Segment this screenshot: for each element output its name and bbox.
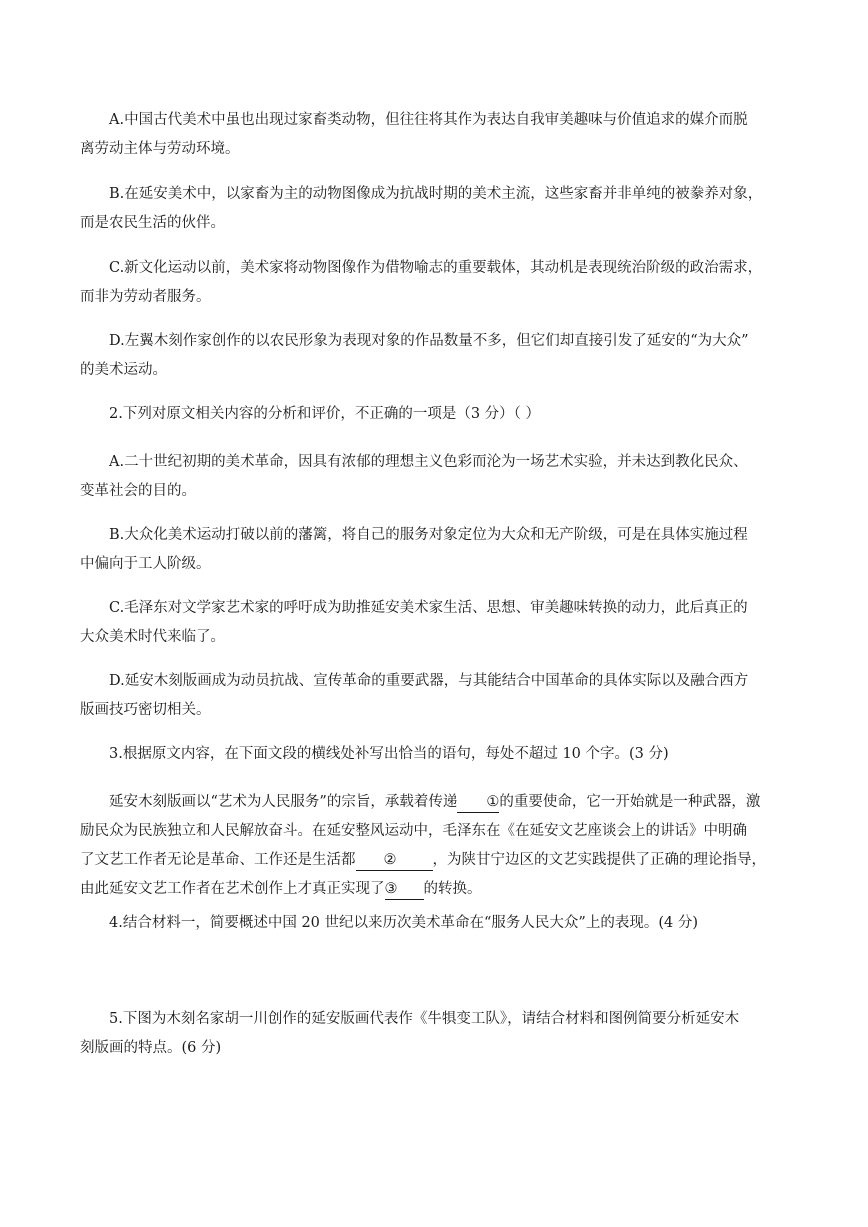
question-3-stem bbox=[80, 740, 798, 769]
passage-text: 了文艺工作者无论是革命、工作还是生活都 bbox=[80, 852, 356, 868]
blank-1[interactable] bbox=[457, 792, 499, 813]
blank-marker: ③ bbox=[384, 881, 398, 897]
q1-option-a bbox=[80, 106, 798, 164]
text-line: C.毛泽东对文学家艺术家的呼吁成为助推延安美术家生活、思想、审美趣味转换的动力，此后真正的 bbox=[109, 600, 748, 616]
q2-option-b bbox=[80, 521, 798, 579]
passage-text: ，为陕甘宁边区的文艺实践提供了正确的理论指导， bbox=[432, 852, 766, 868]
text-line: B.在延安美术中，以家畜为主的动物图像成为抗战时期的美术主流，这些家畜并非单纯的被豢养对象， bbox=[109, 186, 763, 202]
blank-marker: ① bbox=[486, 794, 500, 810]
text-line: 而非为劳动者服务。 bbox=[80, 289, 211, 305]
question-5-stem bbox=[80, 1005, 798, 1063]
text-line: 变革社会的目的。 bbox=[80, 483, 196, 499]
text-line: 刻版画的特点。(6 分) bbox=[80, 1040, 222, 1056]
text-line: C.新文化运动以前，美术家将动物图像作为借物喻志的重要载体，其动机是表现统治阶级的政治需求， bbox=[109, 260, 763, 276]
blank-2[interactable] bbox=[356, 850, 433, 871]
q1-option-b bbox=[80, 180, 798, 238]
text-line: 大众美术时代来临了。 bbox=[80, 629, 225, 645]
text-line: 5.下图为木刻名家胡一川创作的延安版画代表作《牛犋变工队》，请结合材料和图例简要分析延安木 bbox=[109, 1011, 740, 1027]
text-line: 而是农民生活的伙伴。 bbox=[80, 215, 225, 231]
text-line: 版画技巧密切相关。 bbox=[80, 702, 211, 718]
text-line: 3.根据原文内容，在下面文段的横线处补写出恰当的语句，每处不超过 10 个字。(3 分) bbox=[109, 746, 669, 762]
q2-option-d bbox=[80, 667, 798, 725]
passage-text: 的重要使命，它一开始就是一种武器，激 bbox=[499, 794, 761, 810]
blank-marker: ② bbox=[383, 852, 397, 868]
text-line: D.延安木刻版画成为动员抗战、宣传革命的重要武器，与其能结合中国革命的具体实际以及融合西方 bbox=[109, 673, 749, 689]
q1-option-d bbox=[80, 327, 798, 385]
text-line: D.左翼木刻作家创作的以农民形象为表现对象的作品数量不多，但它们却直接引发了延安的“为大众” bbox=[109, 333, 749, 349]
text-line: 4.结合材料一，简要概述中国 20 世纪以来历次美术革命在“服务人民大众”上的表现。(4 分) bbox=[109, 915, 698, 931]
text-line: B.大众化美术运动打破以前的藩篱，将自己的服务对象定位为大众和无产阶级，可是在具体实施过程 bbox=[109, 527, 748, 543]
passage-text: 延安木刻版画以“艺术为人民服务”的宗旨，承载着传递 bbox=[109, 794, 458, 810]
question-2-stem bbox=[80, 400, 798, 429]
question-4-stem bbox=[80, 909, 798, 938]
passage-text: 的转换。 bbox=[423, 881, 482, 897]
text-line bbox=[80, 875, 798, 904]
question-3-passage bbox=[80, 788, 798, 904]
passage-text: 由此延安文艺工作者在艺术创作上才真正实现了 bbox=[80, 881, 385, 897]
text-line: 2.下列对原文相关内容的分析和评价，不正确的一项是（3 分）（ ） bbox=[109, 406, 541, 422]
text-line: 中偏向于工人阶级。 bbox=[80, 556, 211, 572]
q2-option-c bbox=[80, 594, 798, 652]
text-line bbox=[80, 788, 798, 817]
q1-option-c bbox=[80, 254, 798, 312]
text-line bbox=[80, 846, 798, 875]
text-line: 的美术运动。 bbox=[80, 362, 167, 378]
text-line: A.中国古代美术中虽也出现过家畜类动物，但往往将其作为表达自我审美趣味与价值追求的媒介而脱 bbox=[109, 112, 748, 128]
q2-option-a bbox=[80, 448, 798, 506]
blank-3[interactable] bbox=[385, 879, 424, 900]
text-line: 励民众为民族独立和人民解放奋斗。在延安整风运动中，毛泽东在《在延安文艺座谈会上的讲话》中明确 bbox=[80, 823, 747, 839]
text-line: 离劳动主体与劳动环境。 bbox=[80, 141, 240, 157]
text-line: A.二十世纪初期的美术革命，因具有浓郁的理想主义色彩而沦为一场艺术实验，并未达到教化民众、 bbox=[109, 454, 748, 470]
